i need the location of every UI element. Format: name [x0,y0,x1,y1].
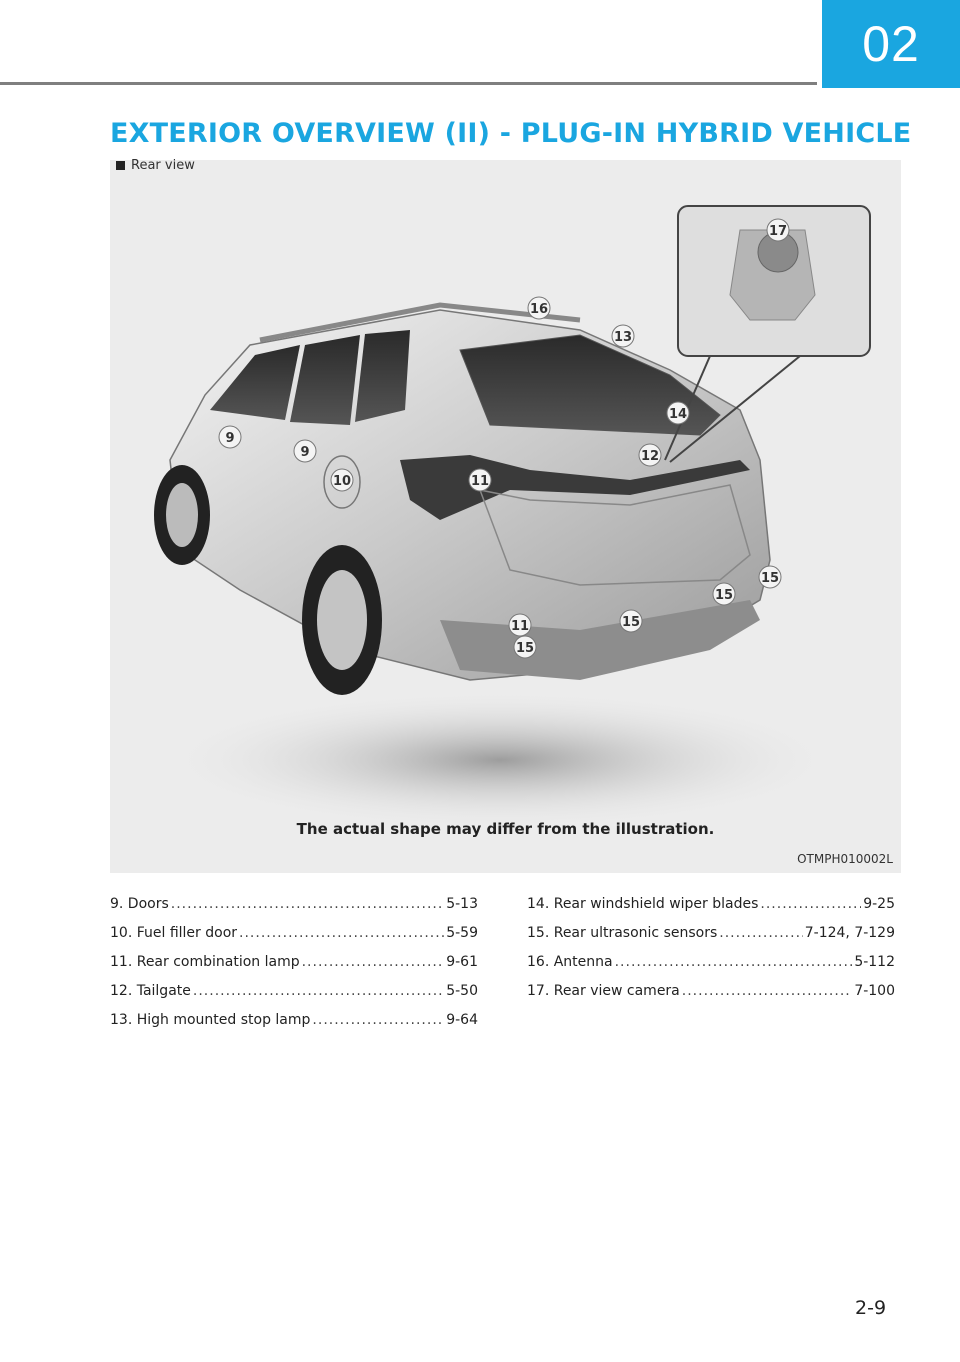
callout-13: 13 [613,330,633,345]
callout-15-right: 15 [714,588,734,603]
callout-14: 14 [668,407,688,422]
figure-code: OTMPH010002L [797,852,893,866]
list-item: 11. Rear combination lamp ..... 9-61 [110,954,478,983]
list-item: 13. High mounted stop lamp ..... 9-64 [110,1012,478,1041]
callout-17: 17 [768,224,788,239]
callout-16: 16 [529,302,549,317]
section-label-text: Rear view [131,158,195,173]
list-item: 12. Tailgate ..... 5-50 [110,983,478,1012]
callout-9-rear-door: 9 [300,445,310,460]
callout-10: 10 [332,474,352,489]
list-item: 10. Fuel filler door ..... 5-59 [110,925,478,954]
callout-11-upper: 11 [470,474,490,489]
figure-caption: The actual shape may differ from the illustration. [296,820,715,838]
chapter-tab: 02 [822,0,960,88]
rear-view-figure [110,160,901,873]
page-title: EXTERIOR OVERVIEW (II) - PLUG-IN HYBRID VEHICLE [110,118,912,149]
list-item: 14. Rear windshield wiper blades ..... 9-25 [527,896,895,925]
callout-15-far-right: 15 [760,571,780,586]
ground-shadow [160,690,840,830]
header-rule [0,82,817,85]
callout-12: 12 [640,449,660,464]
list-item: 9. Doors ..... 5-13 [110,896,478,925]
list-item: 17. Rear view camera ..... 7-100 [527,983,895,1012]
callout-15-center: 15 [621,615,641,630]
square-bullet-icon [116,161,125,170]
callout-9-front-door: 9 [225,431,235,446]
section-label [116,158,195,173]
page-number: 2-9 [855,1297,887,1319]
callout-11-lower: 11 [510,619,530,634]
list-item: 15. Rear ultrasonic sensors ..... 7-124, 7-129 [527,925,895,954]
reference-list-left [110,896,478,1041]
callout-15-left: 15 [515,641,535,656]
list-item: 16. Antenna ..... 5-112 [527,954,895,983]
reference-list-right [527,896,895,1012]
vehicle-illustration [110,160,901,873]
